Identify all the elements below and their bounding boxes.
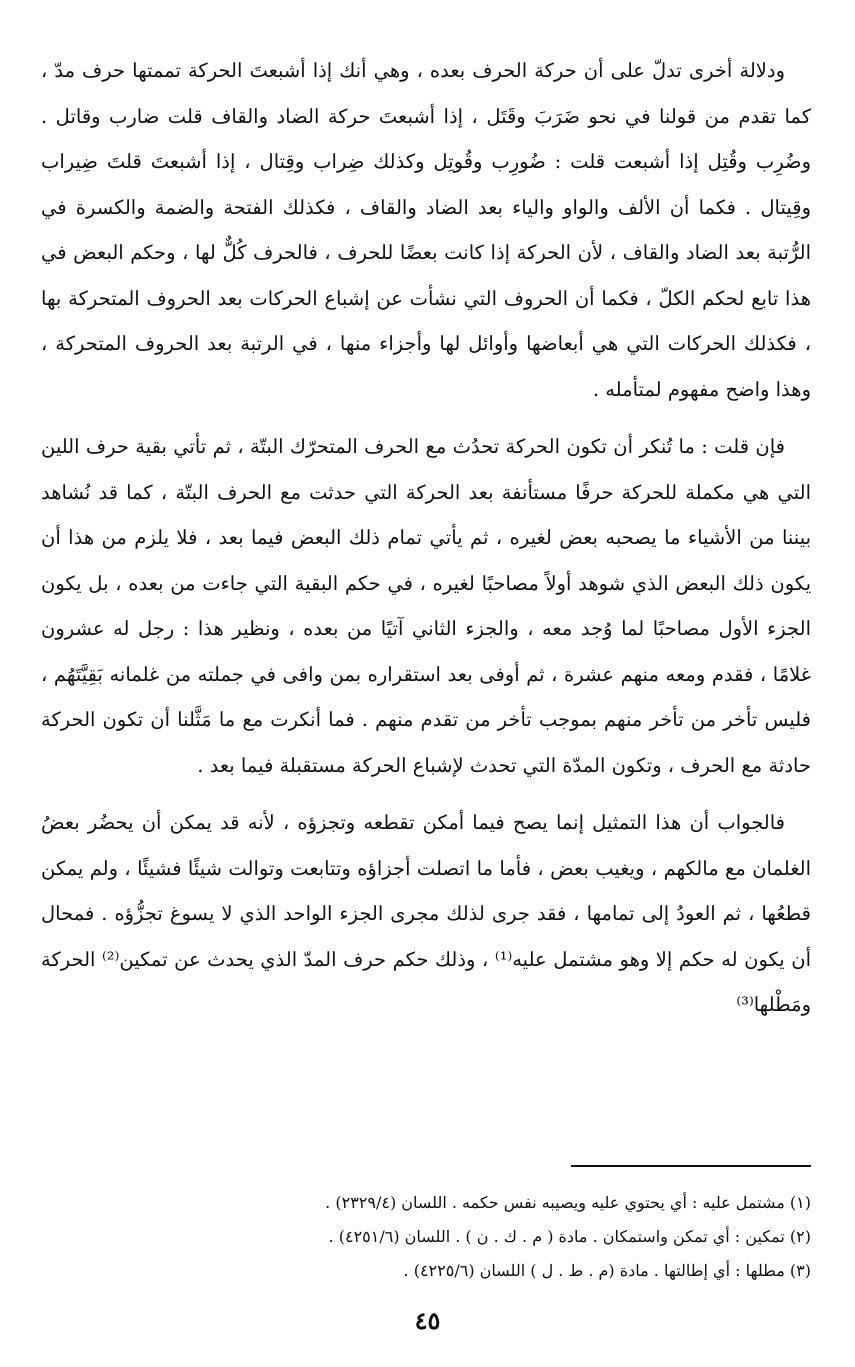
footnote-1: (١) مشتمل عليه : أي يحتوي عليه ويصيبه نفس حكمه . اللسان (٢٣٢٩/٤) . [325,1193,811,1212]
footnote-2: (٢) تمكين : أي تمكن واستمكان . مادة ( م . ك . ن ) . اللسان (٤٢٥١/٦) . [328,1227,811,1246]
footnote-3: (٣) مطلها : أي إطالتها . مادة (م . ط . ل ) اللسان (٤٢٢٥/٦) . [403,1261,811,1280]
page-number: ٤٥ [414,1306,441,1335]
paragraph-1: ودلالة أخرى تدلّ على أن حركة الحرف بعده ، وهي أنك إذا أشبعتَ الحركة تممتها حرف مدّ ، كما تقدم من قولنا في نحو ضَرَبَ وقَتَل ، إذا أشبعتَ حركة الضاد والقاف قلت ضارب وقاتل . وضُرِب وقُتِل إذا أشبعت قلت : ضُورِب وقُوتِل وكذلك ضِراب وقِتال ، إذا أشبعتَ قلتَ ضِيراب وقِيتال . فكما أن الألف والواو والياء بعد الضاد والقاف ، فكذلك الفتحة والضمة والكسرة في الرُّتبة بعد الضاد والقاف ، لأن الحركة إذا كانت بعضًا للحرف ، فالحرف كُلٌّ لها ، وحكم البعض في هذا تابع لحكم الكلّ ، فكما أن الحروف التي نشأت عن إشباع الحركات بعد الحروف المتحركة بها ، فكذلك الحركات التي هي أبعاضها وأوائل لها وأجزاء منها ، في الرتبة بعد الحروف المتحركة ، وهذا واضح مفهوم لمتأمله . [41,59,812,401]
main-text [41,48,811,1040]
paragraph-3: فالجواب أن هذا التمثيل إنما يصح فيما أمكن تقطعه وتجزؤه ، لأنه قد يمكن أن يحضُر بعضُ الغلمان مع مالكهم ، ويغيب بعض ، فأما ما اتصلت أجزاؤه وتتابعت وتوالت شيئًا فشيئًا ، ولم يمكن قطعُها ، ثم العودُ إلى تمامها ، فقد جرى لذلك مجرى الجزء الواحد الذي لا يسوغ تجزُّؤه . فمحال أن يكون له حكم إلا وهو مشتمل عليه⁽¹⁾ ، وذلك حكم حرف المدّ الذي يحدث عن تمكين⁽²⁾ الحركة ومَطْلها⁽³⁾ [41,811,811,1016]
footnotes [41,1186,811,1288]
footnote-divider [571,1165,811,1167]
paragraph-2: فإن قلت : ما تُنكر أن تكون الحركة تحدُث مع الحرف المتحرّك البتّة ، ثم تأتي بقية حرف اللين التي هي مكملة للحركة حرفًا مستأنفة بعد الحركة التي حدثت مع الحرف البتّة ، كما قد نُشاهد بيننا من الأشياء ما يصحبه بعض لغيره ، ثم يأتي تمام ذلك البعض فيما بعد ، فلا يلزم من هذا أن يكون ذلك البعض الذي شوهد أولاً مصاحبًا لغيره ، في حكم البقية التي جاءت من بعده ، بل يكون الجزء الأول مصاحبًا لما وُجد معه ، والجزء الثاني آتيًا من بعده ، ونظير هذا : رجل له عشرون غلامًا ، فقدم ومعه منهم عشرة ، ثم أوفى بعد استقراره بمن وافى في جملته من غلمانه بَقِيَّتَهُم ، فليس تأخر من تأخر منهم بموجب تأخر من تقدم منهم . فما أنكرت مع ما مَثَّلنا أن تكون الحركة حادثة مع الحرف ، وتكون المدّة التي تحدث لإشباع الحركة مستقبلة فيما بعد . [41,435,811,777]
